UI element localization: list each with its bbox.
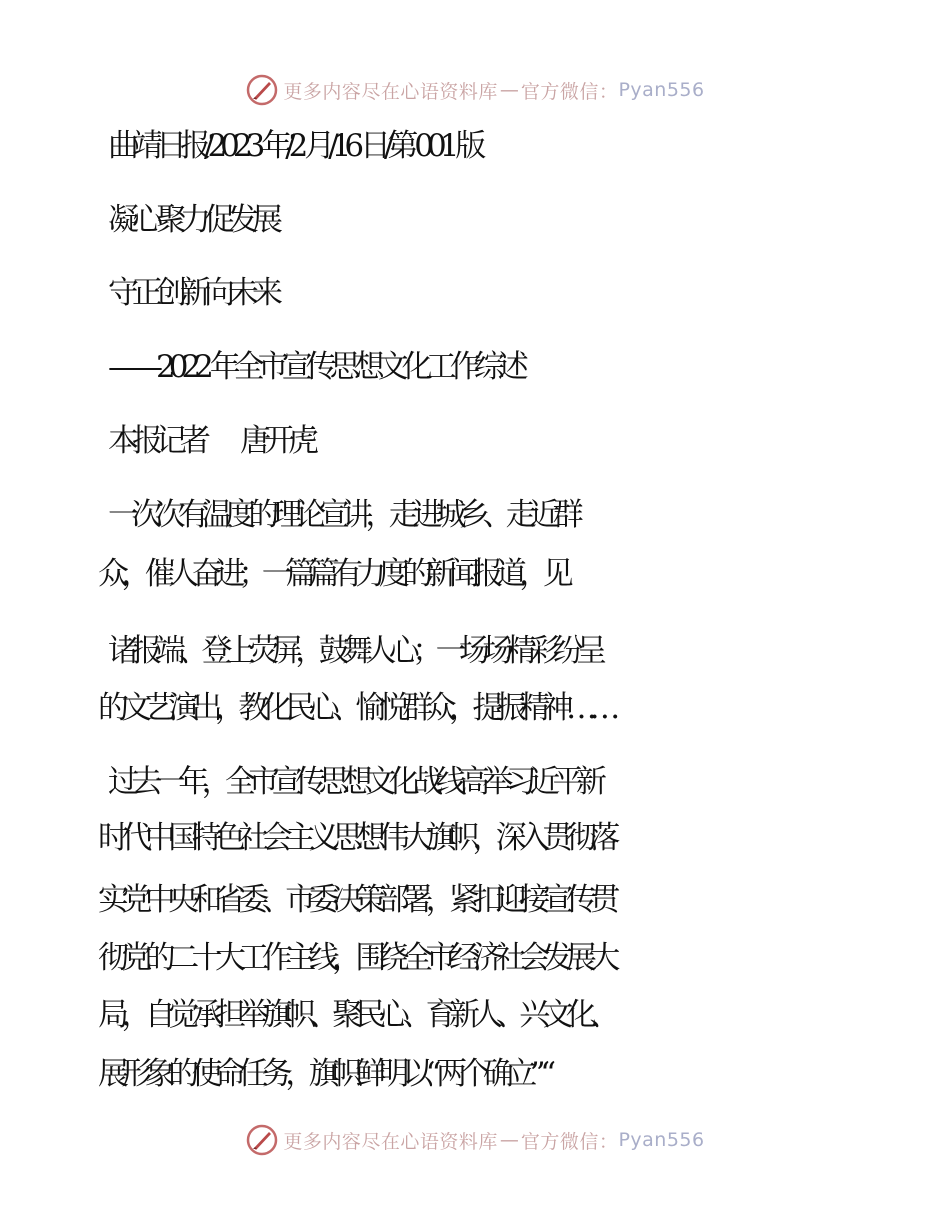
body-line: 众，催人奋进；一篇篇有力度的新闻报道，见 [98,556,566,592]
body-line: 诸报端、登上荧屏，鼓舞人心；一场场精彩纷呈 [108,633,600,669]
article-subtitle: ——2022 年全市宣传思想文化工作综述 [108,349,522,385]
quill-logo-icon [245,1123,279,1157]
quill-logo-icon [245,73,279,107]
body-line: 实党中央和省委、市委决策部署，紧扣迎接宣传贯 [98,882,613,918]
body-line: 彻党的二十大工作主线，围绕全市经济社会发展大 [98,940,613,976]
watermark-separator: — [499,1129,519,1151]
body-line: 展形象的使命任务，旗帜鲜明以“ 两个确立” “ [98,1056,549,1092]
watermark-wechat-id: Pyan556 [618,79,705,101]
watermark-label: 官方微信： [520,80,619,103]
publication-meta: 曲靖日报/2023 年/2 月/16 日/第 001 版 [108,128,480,164]
watermark-wechat-id: Pyan556 [618,1129,705,1151]
body-line: 过去一年，全市宣传思想文化战线高举习近平新 [108,764,600,800]
author-name: 唐开虎 [240,423,312,459]
headline-secondary: 守正创新向未来 [108,275,276,311]
watermark-label: 官方微信： [520,1130,619,1153]
body-line: 时代中国特色社会主义思想伟大旗帜，深入贯彻落 [98,820,613,856]
body-line: 的文艺演出，教化民心、愉悦群众，提振精神…… [98,690,613,726]
headline-primary: 凝心聚力促发展 [108,202,276,238]
watermark-header [0,70,950,110]
watermark-text: 更多内容尽在心语资料库 [283,1130,498,1153]
author-label: 本报记者 [108,423,204,459]
watermark-separator: — [499,79,519,101]
body-line: 一次次有温度的理论宣讲，走进城乡、走近群 [108,497,576,533]
watermark-text: 更多内容尽在心语资料库 [283,80,498,103]
byline [108,421,950,461]
body-line: 局，自觉承担举旗帜、聚民心、育新人、兴文化、 [98,997,613,1033]
watermark-footer [0,1120,950,1160]
